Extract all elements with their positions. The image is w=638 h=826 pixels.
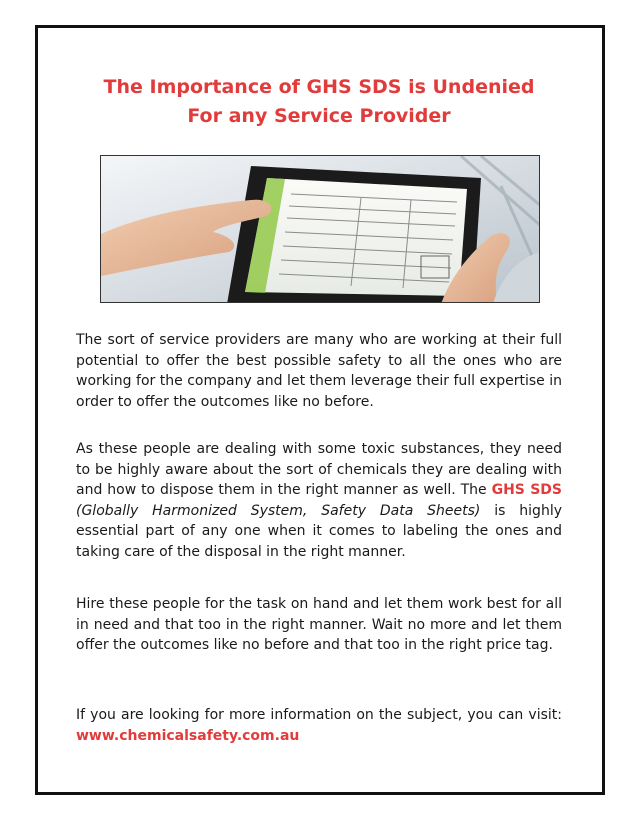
paragraph-2 [76, 439, 562, 562]
paragraph-2-text-start: As these people are dealing with some toxic substances, they need to be highly aware about the sort of chemicals they are dealing with and how to dispose them in the right manner as well. The [76, 441, 562, 498]
hero-image [100, 155, 540, 303]
paragraph-4-text: If you are looking for more information on the subject, you can visit: [76, 707, 562, 723]
paragraph-3: Hire these people for the task on hand and let them work best for all in need and that too in the right manner. Wait no more and let them offer the outcomes like no before and that too in the right price tag. [76, 596, 562, 653]
paragraph-2-text-end: is highly essential part of any one when it comes to labeling the ones and taking care of the disposal in the right manner. [76, 502, 562, 560]
page-title-line-1: The Importance of GHS SDS is Undenied [103, 76, 535, 98]
page-title-line-2: For any Service Provider [187, 105, 451, 127]
ghs-sds-link[interactable]: GHS SDS [491, 482, 563, 498]
paragraph-1: The sort of service providers are many who are working at their full potential to offer the best possible safety to all the ones who are working for the company and let them leverage their full expertise in order to offer the outcomes like no before. [76, 332, 562, 410]
ghs-sds-expansion: (Globally Harmonized System, Safety Data Sheets) [76, 502, 481, 519]
tablet-with-safety-data-sheet-image [101, 156, 540, 303]
website-link[interactable]: www.chemicalsafety.com.au [76, 727, 300, 744]
paragraph-4 [76, 705, 562, 746]
